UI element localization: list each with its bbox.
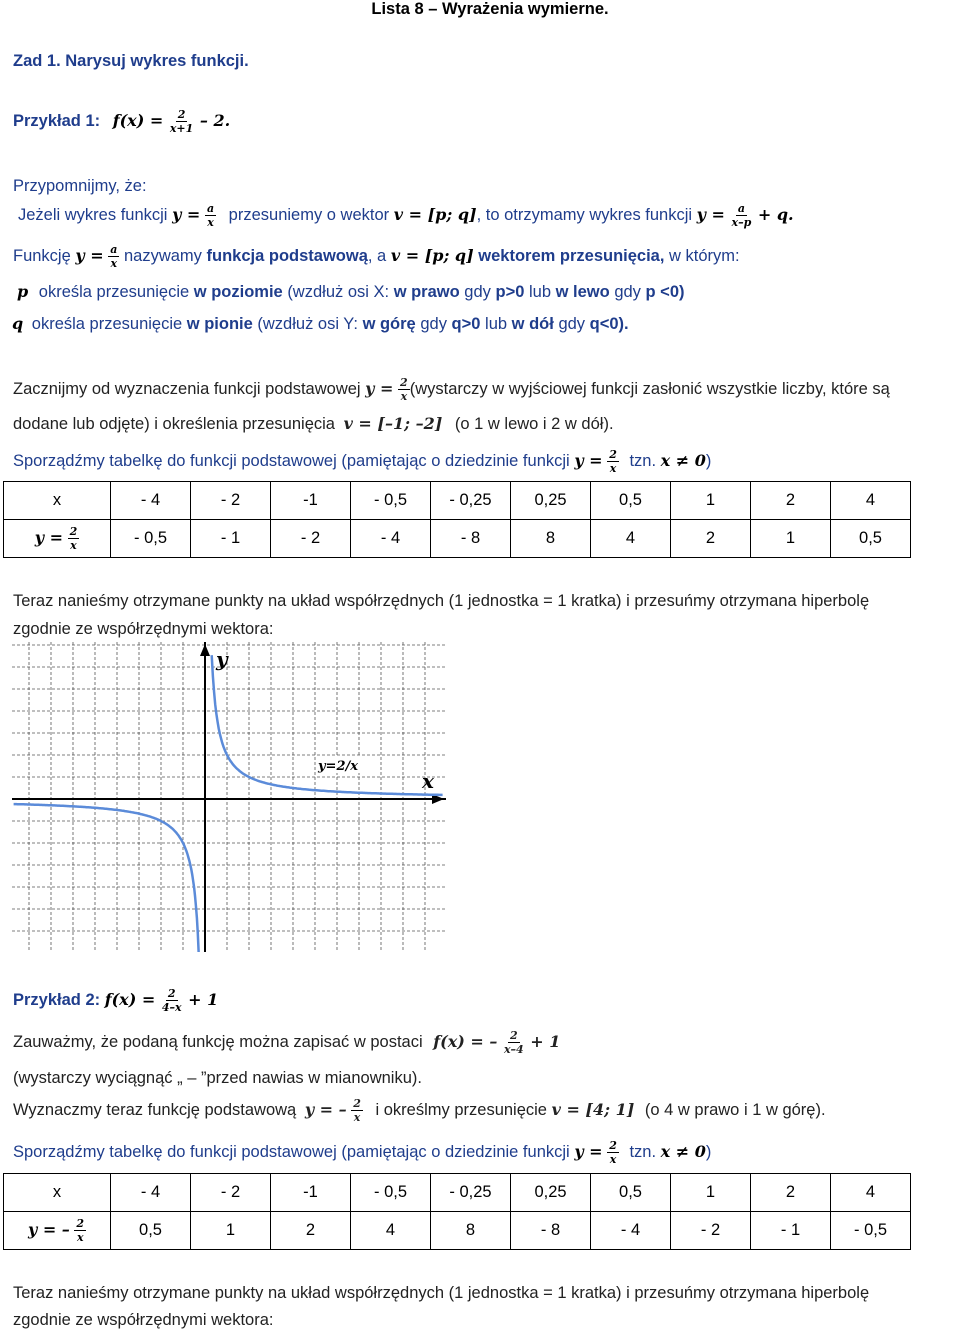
table-cell: 2 (271, 1212, 351, 1250)
basic-function-intro: Zacznijmy od wyznaczenia funkcji podstawowej y = $\frac{2}{x}$ (wystarczy w wyjściowej funkcji zasłonić wszystkie liczby, które są (13, 376, 890, 403)
shifted-fraction: $\frac{a}{x-p}$ (731, 202, 752, 229)
table-header-x: x (4, 1174, 111, 1212)
example-1-label: Przykład 1: (13, 111, 101, 130)
table-cell: 4 (351, 1212, 431, 1250)
definition-line: Funkcję y = $\frac{a}{x}$ nazywamy funkcja podstawową, a v = [p; q] wektorem przesunięcia, w którym: (13, 243, 740, 270)
p-description: p określa przesunięcie w poziomie (wzdłuż osi X: w prawo gdy p>0 lub w lewo gdy p <0) (17, 282, 685, 301)
vector-example-2: v = [4; 1] (551, 1099, 635, 1119)
table-cell: 8 (431, 1212, 511, 1250)
shift-vector-line: dodane lub odjęte) i określenia przesunięcia v = [–1; –2] (o 1 w lewo i 2 w dół). (13, 414, 614, 433)
table-intro-1: Sporządźmy tabelkę do funkcji podstawowej (pamiętając o dziedzinie funkcji y = $\frac{2}{x}$ tzn. x ≠ 0) (13, 448, 712, 475)
table-cell: 1 (671, 1174, 751, 1212)
table-cell: 4 (831, 1174, 911, 1212)
table-cell: 0,5 (591, 482, 671, 520)
task-number: Zad 1. Narysuj wykres funkcji. (13, 52, 249, 70)
table-cell: 1 (751, 520, 831, 558)
table-cell: - 4 (351, 520, 431, 558)
table-cell: 1 (671, 482, 751, 520)
example-1-fraction: $\frac{2}{x+1}$ (169, 108, 194, 135)
instruction-line-3: Teraz nanieśmy otrzymane punkty na układ współrzędnych (1 jednostka = 1 kratka) i przesuńmy otrzymana hiperbolę (13, 1284, 870, 1302)
table-cell: -1 (271, 482, 351, 520)
example-2-heading: Przykład 2: f(x) = $\frac{2}{4-x}$ + 1 (13, 987, 219, 1014)
example-1-formula-f: f(x) = (112, 110, 164, 130)
hyperbola-graph (12, 642, 446, 952)
instruction-line-2: zgodnie ze współrzędnymi wektora: (13, 620, 274, 638)
recall-heading: Przypomnijmy, że: (13, 177, 147, 195)
example-1-formula-tail: – 2. (199, 110, 231, 130)
rewrite-line: Zauważmy, że podaną funkcję można zapisać w postaci f(x) = – $\frac{2}{x-4}$ + 1 (13, 1029, 561, 1056)
shift-rule-line: Jeżeli wykres funkcji y = $\frac{a}{x}$ przesuniemy o wektor v = [p; q], to otrzymamy wykres funkcji y = $\frac{a}{x-p}$ + q. (18, 202, 794, 229)
table-cell: - 8 (511, 1212, 591, 1250)
basic-function-line-2: Wyznaczmy teraz funkcję podstawową y = – $\frac{2}{x}$ i określmy przesunięcie v = [4; 1] (o 4 w prawo i 1 w górę). (13, 1097, 826, 1124)
table-row-x (4, 482, 911, 520)
rewrite-note: (wystarczy wyciągnąć „ – ”przed nawias w mianowniku). (13, 1069, 422, 1087)
table-cell: - 0,5 (351, 482, 431, 520)
table-header-x: x (4, 482, 111, 520)
table-cell: 4 (831, 482, 911, 520)
table-cell: 0,5 (591, 1174, 671, 1212)
task-heading (13, 51, 249, 71)
table-cell: - 0,25 (431, 482, 511, 520)
table-cell: 8 (511, 520, 591, 558)
vector-example-1: v = [–1; –2] (343, 414, 443, 433)
table-cell: 2 (751, 482, 831, 520)
table-cell: 0,5 (111, 1212, 191, 1250)
table-intro-2: Sporządźmy tabelkę do funkcji podstawowej (pamiętając o dziedzinie funkcji y = $\frac{2}{x}$ tzn. x ≠ 0) (13, 1139, 712, 1166)
table-cell: - 0,5 (351, 1174, 431, 1212)
vector-pq: v = [p; q] (393, 204, 477, 224)
table-cell: 0,25 (511, 1174, 591, 1212)
table-cell: 2 (751, 1174, 831, 1212)
table-cell: 4 (591, 520, 671, 558)
y-axis-arrow-icon (200, 644, 210, 656)
table-cell: - 8 (431, 520, 511, 558)
example-2-formula-f: f(x) = (104, 989, 156, 1009)
table-header-y: y = $\frac{2}{x}$ (4, 520, 111, 558)
table-row-x (4, 1174, 911, 1212)
hyperbola-branch-negative (14, 804, 199, 952)
instruction-line-4: zgodnie ze współrzędnymi wektora: (13, 1311, 274, 1329)
table-cell: 0,5 (831, 520, 911, 558)
table-row-y (4, 1212, 911, 1250)
example-2-label: Przykład 2: (13, 990, 101, 1009)
table-cell: - 4 (111, 482, 191, 520)
table-header-y: y = – $\frac{2}{x}$ (4, 1212, 111, 1250)
page-title: Lista 8 – Wyrażenia wymierne. (371, 0, 609, 18)
table-cell: - 2 (271, 520, 351, 558)
table-cell: 2 (671, 520, 751, 558)
table-cell: - 2 (671, 1212, 751, 1250)
table-cell: 0,25 (511, 482, 591, 520)
value-table-2 (3, 1173, 911, 1250)
table-cell: 1 (191, 1212, 271, 1250)
table-row-y (4, 520, 911, 558)
table-cell: -1 (271, 1174, 351, 1212)
table-cell: - 4 (591, 1212, 671, 1250)
example-1-heading (13, 109, 230, 134)
basic-fraction: $\frac{a}{x}$ (206, 202, 215, 229)
q-description: q określa przesunięcie w pionie (wzdłuż osi Y: w górę gdy q>0 lub w dół gdy q<0). (12, 314, 629, 333)
table-cell: - 0,5 (111, 520, 191, 558)
y-axis-label: y (216, 647, 228, 671)
instruction-line-1: Teraz nanieśmy otrzymane punkty na układ współrzędnych (1 jednostka = 1 kratka) i przesuńmy otrzymana hiperbolę (13, 592, 870, 610)
x-axis-label: x (422, 769, 434, 793)
table-cell: - 2 (191, 482, 271, 520)
table-cell: - 0,5 (831, 1212, 911, 1250)
table-cell: - 4 (111, 1174, 191, 1212)
table-cell: - 1 (751, 1212, 831, 1250)
value-table-1 (3, 481, 911, 558)
table-cell: - 1 (191, 520, 271, 558)
curve-label: y=2/x (318, 759, 358, 774)
graph-grid (12, 642, 446, 952)
table-cell: - 0,25 (431, 1174, 511, 1212)
table-cell: - 2 (191, 1174, 271, 1212)
